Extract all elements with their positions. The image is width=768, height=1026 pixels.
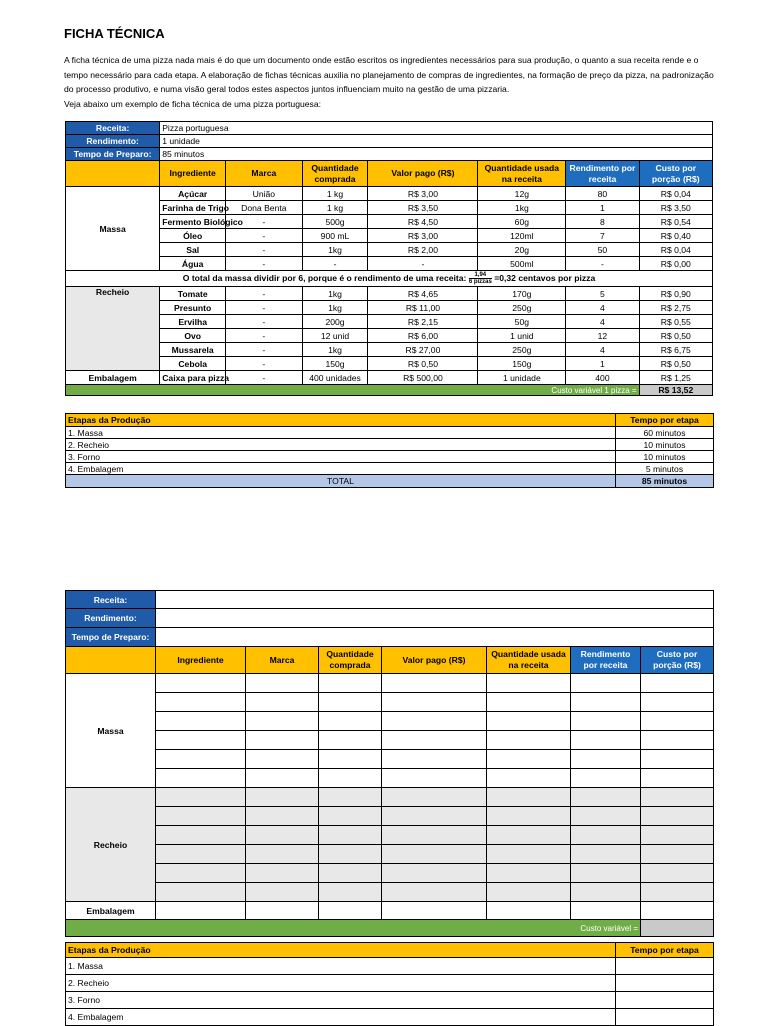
page-title: FICHA TÉCNICA bbox=[64, 26, 165, 41]
custo-variavel-value: R$ 13,52 bbox=[639, 385, 712, 396]
marca-cell: - bbox=[226, 257, 302, 271]
blank-cell[interactable] bbox=[487, 769, 571, 788]
massa-row bbox=[66, 187, 713, 201]
blank-recheio-row bbox=[66, 826, 714, 845]
blank-cell[interactable] bbox=[487, 883, 571, 902]
ingrediente-cell: Óleo bbox=[160, 229, 226, 243]
blank-cell[interactable] bbox=[487, 674, 571, 693]
header-qtd-usada: Quantidade usada na receita bbox=[478, 161, 566, 187]
qtd-usada-cell: 150g bbox=[478, 357, 566, 371]
rend-receita-cell: 4 bbox=[566, 343, 639, 357]
etapa-row bbox=[66, 439, 714, 451]
blank-etapa-tempo[interactable] bbox=[616, 958, 714, 975]
blank-cell[interactable] bbox=[571, 902, 641, 920]
blank-cell[interactable] bbox=[156, 674, 246, 693]
blank-cell[interactable] bbox=[246, 674, 319, 693]
blank-cell[interactable] bbox=[641, 883, 714, 902]
qtd-comprada-cell: - bbox=[302, 257, 368, 271]
custo-porcao-cell: R$ 6,75 bbox=[639, 343, 712, 357]
qtd-comprada-cell: 1kg bbox=[302, 343, 368, 357]
massa-row bbox=[66, 215, 713, 229]
blank-cell[interactable] bbox=[487, 693, 571, 712]
blank-receita-label: Receita: bbox=[66, 591, 156, 609]
blank-recheio-row bbox=[66, 788, 714, 807]
blank-cell[interactable] bbox=[571, 693, 641, 712]
marca-cell: - bbox=[226, 287, 302, 301]
blank-cell[interactable] bbox=[156, 712, 246, 731]
ingrediente-cell: Presunto bbox=[160, 301, 226, 315]
blank-etapa-tempo[interactable] bbox=[616, 992, 714, 1009]
blank-cell[interactable] bbox=[382, 750, 487, 769]
rend-receita-cell: 12 bbox=[566, 329, 639, 343]
blank-cell[interactable] bbox=[641, 807, 714, 826]
blank-cell[interactable] bbox=[487, 788, 571, 807]
qtd-comprada-cell: 12 unid bbox=[302, 329, 368, 343]
blank-cell[interactable] bbox=[641, 750, 714, 769]
blank-cell[interactable] bbox=[246, 826, 319, 845]
total-value: 85 minutos bbox=[616, 475, 714, 488]
rend-receita-cell: 5 bbox=[566, 287, 639, 301]
blank-cell[interactable] bbox=[571, 845, 641, 864]
blank-header-qtd-usada: Quantidade usada na receita bbox=[487, 647, 571, 674]
rend-receita-cell: 80 bbox=[566, 187, 639, 201]
blank-cell[interactable] bbox=[571, 674, 641, 693]
ingrediente-cell: Água bbox=[160, 257, 226, 271]
blank-cell[interactable] bbox=[319, 712, 382, 731]
rend-receita-cell: - bbox=[566, 257, 639, 271]
blank-cell[interactable] bbox=[571, 712, 641, 731]
blank-rendimento-label: Rendimento: bbox=[66, 609, 156, 628]
blank-cell[interactable] bbox=[319, 807, 382, 826]
qtd-usada-cell: 20g bbox=[478, 243, 566, 257]
blank-etapa-row bbox=[66, 1009, 714, 1026]
etapa-tempo: 10 minutos bbox=[616, 439, 714, 451]
valor-pago-cell: R$ 3,00 bbox=[368, 187, 478, 201]
blank-cell[interactable] bbox=[382, 674, 487, 693]
blank-recheio-row bbox=[66, 845, 714, 864]
blank-cell[interactable] bbox=[319, 883, 382, 902]
ingrediente-cell: Farinha de Trigo bbox=[160, 201, 226, 215]
tempo-value: 85 minutos bbox=[160, 148, 713, 161]
rendimento-value: 1 unidade bbox=[160, 135, 713, 148]
custo-porcao-cell: R$ 0,50 bbox=[639, 357, 712, 371]
ingrediente-cell: Caixa para pizza bbox=[160, 371, 226, 385]
qtd-usada-cell: 120ml bbox=[478, 229, 566, 243]
etapa-row bbox=[66, 463, 714, 475]
blank-cell[interactable] bbox=[487, 845, 571, 864]
total-label: TOTAL bbox=[66, 475, 616, 488]
blank-cell[interactable] bbox=[487, 750, 571, 769]
custo-porcao-cell: R$ 3,50 bbox=[639, 201, 712, 215]
blank-etapa-tempo[interactable] bbox=[616, 1009, 714, 1026]
marca-cell: - bbox=[226, 329, 302, 343]
blank-cell[interactable] bbox=[382, 769, 487, 788]
blank-cell[interactable] bbox=[156, 902, 246, 920]
blank-embalagem-label: Embalagem bbox=[66, 902, 156, 920]
marca-cell: - bbox=[226, 357, 302, 371]
blank-cell[interactable] bbox=[319, 826, 382, 845]
custo-porcao-cell: R$ 0,54 bbox=[639, 215, 712, 229]
blank-header-custo-porcao: Custo por porção (R$) bbox=[641, 647, 714, 674]
blank-cell[interactable] bbox=[319, 731, 382, 750]
qtd-usada-cell: 170g bbox=[478, 287, 566, 301]
blank-cell[interactable] bbox=[246, 864, 319, 883]
blank-massa-row bbox=[66, 769, 714, 788]
blank-cell[interactable] bbox=[246, 769, 319, 788]
etapa-name: 2. Recheio bbox=[66, 439, 616, 451]
blank-cell[interactable] bbox=[156, 883, 246, 902]
valor-pago-cell: - bbox=[368, 257, 478, 271]
embalagem-row bbox=[66, 371, 713, 385]
blank-cell[interactable] bbox=[156, 731, 246, 750]
valor-pago-cell: R$ 4,65 bbox=[368, 287, 478, 301]
blank-cell[interactable] bbox=[246, 845, 319, 864]
blank-etapa-tempo[interactable] bbox=[616, 975, 714, 992]
recheio-row bbox=[66, 315, 713, 329]
qtd-comprada-cell: 1kg bbox=[302, 243, 368, 257]
blank-massa-row bbox=[66, 674, 714, 693]
blank-cell[interactable] bbox=[319, 674, 382, 693]
valor-pago-cell: R$ 500,00 bbox=[368, 371, 478, 385]
blank-cell[interactable] bbox=[487, 712, 571, 731]
blank-cell[interactable] bbox=[319, 769, 382, 788]
qtd-comprada-cell: 900 mL bbox=[302, 229, 368, 243]
blank-header-qtd-comprada: Quantidade comprada bbox=[319, 647, 382, 674]
blank-cell[interactable] bbox=[156, 845, 246, 864]
qtd-comprada-cell: 200g bbox=[302, 315, 368, 329]
rendimento-label: Rendimento: bbox=[66, 135, 160, 148]
example-recipe-table bbox=[65, 121, 713, 396]
note-text: O total da massa dividir por 6, porque é o rendimento de uma receita: bbox=[182, 272, 469, 283]
header-ingrediente: Ingrediente bbox=[160, 161, 226, 187]
blank-massa-row bbox=[66, 731, 714, 750]
blank-cell[interactable] bbox=[571, 826, 641, 845]
blank-recheio-row bbox=[66, 807, 714, 826]
blank-header-blank bbox=[66, 647, 156, 674]
blank-cell[interactable] bbox=[571, 788, 641, 807]
blank-cell[interactable] bbox=[487, 826, 571, 845]
custo-variavel-label: Custo variável 1 pizza = bbox=[66, 385, 640, 396]
qtd-comprada-cell: 400 unidades bbox=[302, 371, 368, 385]
custo-porcao-cell: R$ 0,50 bbox=[639, 329, 712, 343]
blank-cell[interactable] bbox=[246, 902, 319, 920]
blank-massa-row bbox=[66, 712, 714, 731]
blank-cell[interactable] bbox=[246, 750, 319, 769]
blank-cell[interactable] bbox=[319, 788, 382, 807]
blank-cell[interactable] bbox=[641, 674, 714, 693]
blank-cell[interactable] bbox=[487, 807, 571, 826]
ingrediente-cell: Cebola bbox=[160, 357, 226, 371]
etapa-name: 3. Forno bbox=[66, 451, 616, 463]
qtd-usada-cell: 60g bbox=[478, 215, 566, 229]
blank-cell[interactable] bbox=[571, 807, 641, 826]
blank-recheio-row bbox=[66, 864, 714, 883]
blank-etapa-row bbox=[66, 975, 714, 992]
valor-pago-cell: R$ 2,15 bbox=[368, 315, 478, 329]
qtd-usada-cell: 500ml bbox=[478, 257, 566, 271]
blank-receita-input[interactable] bbox=[156, 591, 714, 609]
header-marca: Marca bbox=[226, 161, 302, 187]
blank-cell[interactable] bbox=[641, 788, 714, 807]
etapa-row bbox=[66, 451, 714, 463]
custo-porcao-cell: R$ 0,55 bbox=[639, 315, 712, 329]
blank-tempo-label: Tempo de Preparo: bbox=[66, 628, 156, 647]
rend-receita-cell: 4 bbox=[566, 301, 639, 315]
qtd-usada-cell: 12g bbox=[478, 187, 566, 201]
etapas-header: Etapas da Produção bbox=[66, 414, 616, 427]
blank-cell[interactable] bbox=[319, 902, 382, 920]
blank-cell[interactable] bbox=[487, 902, 571, 920]
massa-row bbox=[66, 201, 713, 215]
blank-recipe-table bbox=[65, 590, 714, 937]
blank-etapas-header: Etapas da Produção bbox=[66, 943, 616, 958]
blank-cell[interactable] bbox=[641, 769, 714, 788]
marca-cell: - bbox=[226, 371, 302, 385]
custo-porcao-cell: R$ 2,75 bbox=[639, 301, 712, 315]
blank-header-rend-receita: Rendimento por receita bbox=[571, 647, 641, 674]
intro-example-text: Veja abaixo um exemplo de ficha técnica de uma pizza portuguesa: bbox=[64, 99, 322, 109]
blank-cell[interactable] bbox=[156, 826, 246, 845]
valor-pago-cell: R$ 11,00 bbox=[368, 301, 478, 315]
custo-porcao-cell: R$ 0,04 bbox=[639, 243, 712, 257]
blank-cell[interactable] bbox=[319, 693, 382, 712]
blank-cell[interactable] bbox=[382, 807, 487, 826]
note-result: =0,32 centavos por pizza bbox=[491, 272, 596, 283]
blank-custo-variavel-value[interactable] bbox=[641, 920, 714, 937]
recheio-row bbox=[66, 343, 713, 357]
blank-cell[interactable] bbox=[382, 731, 487, 750]
etapa-name: 4. Embalagem bbox=[66, 463, 616, 475]
blank-cell[interactable] bbox=[246, 731, 319, 750]
blank-cell[interactable] bbox=[319, 750, 382, 769]
massa-row bbox=[66, 229, 713, 243]
valor-pago-cell: R$ 4,50 bbox=[368, 215, 478, 229]
header-blank bbox=[66, 161, 160, 187]
blank-cell[interactable] bbox=[156, 750, 246, 769]
qtd-comprada-cell: 1kg bbox=[302, 301, 368, 315]
ingrediente-cell: Mussarela bbox=[160, 343, 226, 357]
recheio-row bbox=[66, 329, 713, 343]
valor-pago-cell: R$ 3,00 bbox=[368, 229, 478, 243]
custo-porcao-cell: R$ 1,25 bbox=[639, 371, 712, 385]
blank-massa-section-label: Massa bbox=[66, 674, 156, 788]
qtd-usada-cell: 1 unid bbox=[478, 329, 566, 343]
blank-cell[interactable] bbox=[382, 712, 487, 731]
blank-cell[interactable] bbox=[319, 864, 382, 883]
blank-cell[interactable] bbox=[156, 769, 246, 788]
marca-cell: - bbox=[226, 315, 302, 329]
blank-cell[interactable] bbox=[156, 864, 246, 883]
blank-cell[interactable] bbox=[246, 712, 319, 731]
blank-cell[interactable] bbox=[641, 826, 714, 845]
marca-cell: - bbox=[226, 215, 302, 229]
header-rend-receita: Rendimento por receita bbox=[566, 161, 639, 187]
marca-cell: - bbox=[226, 343, 302, 357]
intro-paragraph: A ficha técnica de uma pizza nada mais é do que um documento onde estão escritos os ingredientes necessários para sua produção, o quanto a sua receita rende e o tempo necessário para cada etapa. A elaboração de fichas técnicas auxilia no planejamento de compras de ingredientes, na formação de preço da pizza, na padronização do processo produtivo, e numa visão geral todos estes aspectos juntos influenciam muito na gestão de uma pizzaria. bbox=[64, 55, 714, 94]
blank-cell[interactable] bbox=[487, 864, 571, 883]
etapa-name: 1. Massa bbox=[66, 427, 616, 439]
tempo-label: Tempo de Preparo: bbox=[66, 148, 160, 161]
blank-cell[interactable] bbox=[571, 769, 641, 788]
tempo-etapa-header: Tempo por etapa bbox=[616, 414, 714, 427]
qtd-comprada-cell: 1 kg bbox=[302, 187, 368, 201]
blank-cell[interactable] bbox=[319, 845, 382, 864]
rend-receita-cell: 50 bbox=[566, 243, 639, 257]
rend-receita-cell: 7 bbox=[566, 229, 639, 243]
qtd-comprada-cell: 150g bbox=[302, 357, 368, 371]
rend-receita-cell: 1 bbox=[566, 201, 639, 215]
blank-massa-row bbox=[66, 750, 714, 769]
etapa-row bbox=[66, 427, 714, 439]
blank-cell[interactable] bbox=[382, 826, 487, 845]
massa-row bbox=[66, 243, 713, 257]
recheio-row bbox=[66, 357, 713, 371]
blank-cell[interactable] bbox=[641, 902, 714, 920]
example-stages-table bbox=[65, 413, 714, 488]
qtd-usada-cell: 1 unidade bbox=[478, 371, 566, 385]
blank-custo-variavel-label: Custo variável = bbox=[66, 920, 641, 937]
blank-cell[interactable] bbox=[382, 902, 487, 920]
blank-cell[interactable] bbox=[246, 788, 319, 807]
etapa-tempo: 60 minutos bbox=[616, 427, 714, 439]
rend-receita-cell: 4 bbox=[566, 315, 639, 329]
etapa-tempo: 10 minutos bbox=[616, 451, 714, 463]
blank-cell[interactable] bbox=[382, 864, 487, 883]
blank-cell[interactable] bbox=[487, 731, 571, 750]
blank-massa-row bbox=[66, 693, 714, 712]
blank-cell[interactable] bbox=[641, 712, 714, 731]
blank-recheio-row bbox=[66, 883, 714, 902]
qtd-comprada-cell: 500g bbox=[302, 215, 368, 229]
blank-header-ingrediente: Ingrediente bbox=[156, 647, 246, 674]
header-custo-porcao: Custo por porção (R$) bbox=[639, 161, 712, 187]
ingrediente-cell: Sal bbox=[160, 243, 226, 257]
note-numerator: 1,94 bbox=[469, 272, 492, 279]
blank-cell[interactable] bbox=[156, 693, 246, 712]
blank-cell[interactable] bbox=[382, 693, 487, 712]
blank-tempo-input[interactable] bbox=[156, 628, 714, 647]
blank-etapa-row bbox=[66, 958, 714, 975]
blank-rendimento-input[interactable] bbox=[156, 609, 714, 628]
receita-label: Receita: bbox=[66, 122, 160, 135]
recheio-section-label: Recheio bbox=[66, 287, 160, 371]
massa-section-label: Massa bbox=[66, 187, 160, 271]
blank-cell[interactable] bbox=[156, 807, 246, 826]
blank-header-valor-pago: Valor pago (R$) bbox=[382, 647, 487, 674]
blank-cell[interactable] bbox=[641, 693, 714, 712]
marca-cell: - bbox=[226, 229, 302, 243]
rend-receita-cell: 1 bbox=[566, 357, 639, 371]
valor-pago-cell: R$ 27,00 bbox=[368, 343, 478, 357]
blank-etapa-name: 1. Massa bbox=[66, 958, 616, 975]
ingrediente-cell: Fermento Biológico bbox=[160, 215, 226, 229]
blank-cell[interactable] bbox=[571, 750, 641, 769]
blank-cell[interactable] bbox=[382, 883, 487, 902]
blank-cell[interactable] bbox=[571, 731, 641, 750]
blank-cell[interactable] bbox=[246, 693, 319, 712]
blank-header-marca: Marca bbox=[246, 647, 319, 674]
blank-cell[interactable] bbox=[246, 883, 319, 902]
valor-pago-cell: R$ 3,50 bbox=[368, 201, 478, 215]
marca-cell: - bbox=[226, 301, 302, 315]
blank-cell[interactable] bbox=[641, 731, 714, 750]
valor-pago-cell: R$ 2,00 bbox=[368, 243, 478, 257]
blank-cell[interactable] bbox=[571, 883, 641, 902]
massa-note bbox=[66, 271, 713, 287]
ingrediente-cell: Açúcar bbox=[160, 187, 226, 201]
rend-receita-cell: 400 bbox=[566, 371, 639, 385]
custo-porcao-cell: R$ 0,40 bbox=[639, 229, 712, 243]
marca-cell: Dona Benta bbox=[226, 201, 302, 215]
blank-cell[interactable] bbox=[156, 788, 246, 807]
qtd-usada-cell: 1kg bbox=[478, 201, 566, 215]
marca-cell: - bbox=[226, 243, 302, 257]
header-qtd-comprada: Quantidade comprada bbox=[302, 161, 368, 187]
custo-porcao-cell: R$ 0,04 bbox=[639, 187, 712, 201]
blank-cell[interactable] bbox=[382, 788, 487, 807]
qtd-usada-cell: 250g bbox=[478, 301, 566, 315]
blank-etapa-name: 3. Forno bbox=[66, 992, 616, 1009]
qtd-usada-cell: 50g bbox=[478, 315, 566, 329]
note-fraction bbox=[469, 272, 492, 285]
blank-recheio-section-label: Recheio bbox=[66, 788, 156, 902]
qtd-usada-cell: 250g bbox=[478, 343, 566, 357]
receita-value: Pizza portuguesa bbox=[160, 122, 713, 135]
header-valor-pago: Valor pago (R$) bbox=[368, 161, 478, 187]
blank-cell[interactable] bbox=[382, 845, 487, 864]
etapa-tempo: 5 minutos bbox=[616, 463, 714, 475]
blank-etapa-name: 2. Recheio bbox=[66, 975, 616, 992]
valor-pago-cell: R$ 6,00 bbox=[368, 329, 478, 343]
ingrediente-cell: Tomate bbox=[160, 287, 226, 301]
embalagem-section-label: Embalagem bbox=[66, 371, 160, 385]
valor-pago-cell: R$ 0,50 bbox=[368, 357, 478, 371]
qtd-comprada-cell: 1kg bbox=[302, 287, 368, 301]
marca-cell: União bbox=[226, 187, 302, 201]
blank-etapa-name: 4. Embalagem bbox=[66, 1009, 616, 1026]
blank-etapa-row bbox=[66, 992, 714, 1009]
custo-porcao-cell: R$ 0,90 bbox=[639, 287, 712, 301]
recheio-row bbox=[66, 301, 713, 315]
qtd-comprada-cell: 1 kg bbox=[302, 201, 368, 215]
ingrediente-cell: Ovo bbox=[160, 329, 226, 343]
recheio-row bbox=[66, 287, 713, 301]
massa-row bbox=[66, 257, 713, 271]
blank-tempo-etapa-header: Tempo por etapa bbox=[616, 943, 714, 958]
blank-cell[interactable] bbox=[641, 864, 714, 883]
ingrediente-cell: Ervilha bbox=[160, 315, 226, 329]
blank-cell[interactable] bbox=[641, 845, 714, 864]
rend-receita-cell: 8 bbox=[566, 215, 639, 229]
blank-stages-table bbox=[65, 942, 714, 1026]
note-denominator: 6 pizzas bbox=[468, 279, 492, 285]
blank-cell[interactable] bbox=[246, 807, 319, 826]
custo-porcao-cell: R$ 0,00 bbox=[639, 257, 712, 271]
blank-cell[interactable] bbox=[571, 864, 641, 883]
